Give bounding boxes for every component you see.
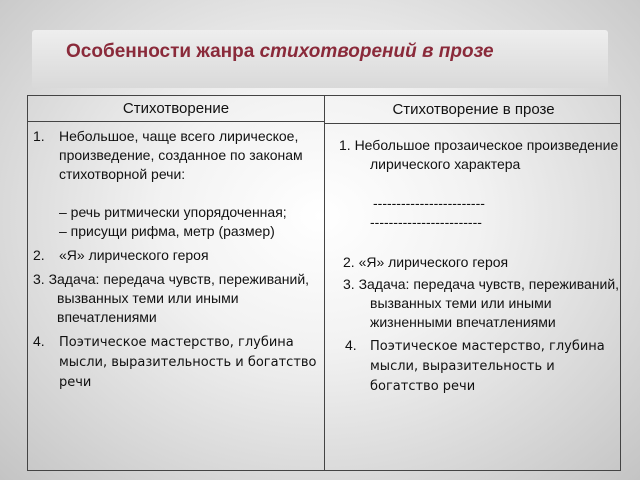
left-item-4-num: 4. [33,333,45,349]
left-item-1-text: Небольшое, чаще всего лирическое, произведение, созданное по законам стихотворной речи: [59,128,303,182]
comparison-table [27,95,621,471]
left-sub-1: – речь ритмически упорядоченная; [59,204,287,220]
right-header-divider [324,123,621,124]
title-regular: Особенности жанра [66,41,260,62]
right-item-4-text: Поэтическое мастерство, глубина мысли, выразительность и богатство речи [370,339,605,394]
header-poem: Стихотворение [122,100,230,117]
right-item-3: 3. Задача: передача чувств, переживаний, вызванных теми или иными жизненными впечатлениями [343,276,620,330]
header-prose-poem: Стихотворение в прозе [392,101,555,118]
left-header-divider [28,121,324,122]
left-item-4-text: Поэтическое мастерство, глубина мысли, выразительность и богатство речи [59,335,317,390]
right-item-4 [339,336,621,396]
right-dash-1: ------------------------ [373,195,485,211]
right-column [339,136,621,396]
right-item-1: 1. Небольшое прозаическое произведение лирического характера [339,137,619,172]
right-item-2: 2. «Я» лирического героя [343,254,509,270]
left-item-1-num: 1. [33,128,45,144]
left-item-2-num: 2. [33,247,45,263]
column-divider [324,96,325,470]
left-column [33,127,319,392]
slide-title [66,40,606,64]
left-item-4 [33,332,319,392]
title-italic: стихотворений в прозе [259,41,494,62]
right-dash-2: ------------------------ [370,214,482,230]
left-item-1 [33,127,319,184]
left-item-2 [33,246,319,265]
left-item-3: 3. Задача: передача чувств, переживаний, вызванных теми или иными впечатлениями [33,271,310,325]
right-item-4-num: 4. [345,337,357,353]
left-sub-2: – присущи рифма, метр (размер) [59,223,275,239]
left-item-2-text: «Я» лирического героя [59,247,209,263]
